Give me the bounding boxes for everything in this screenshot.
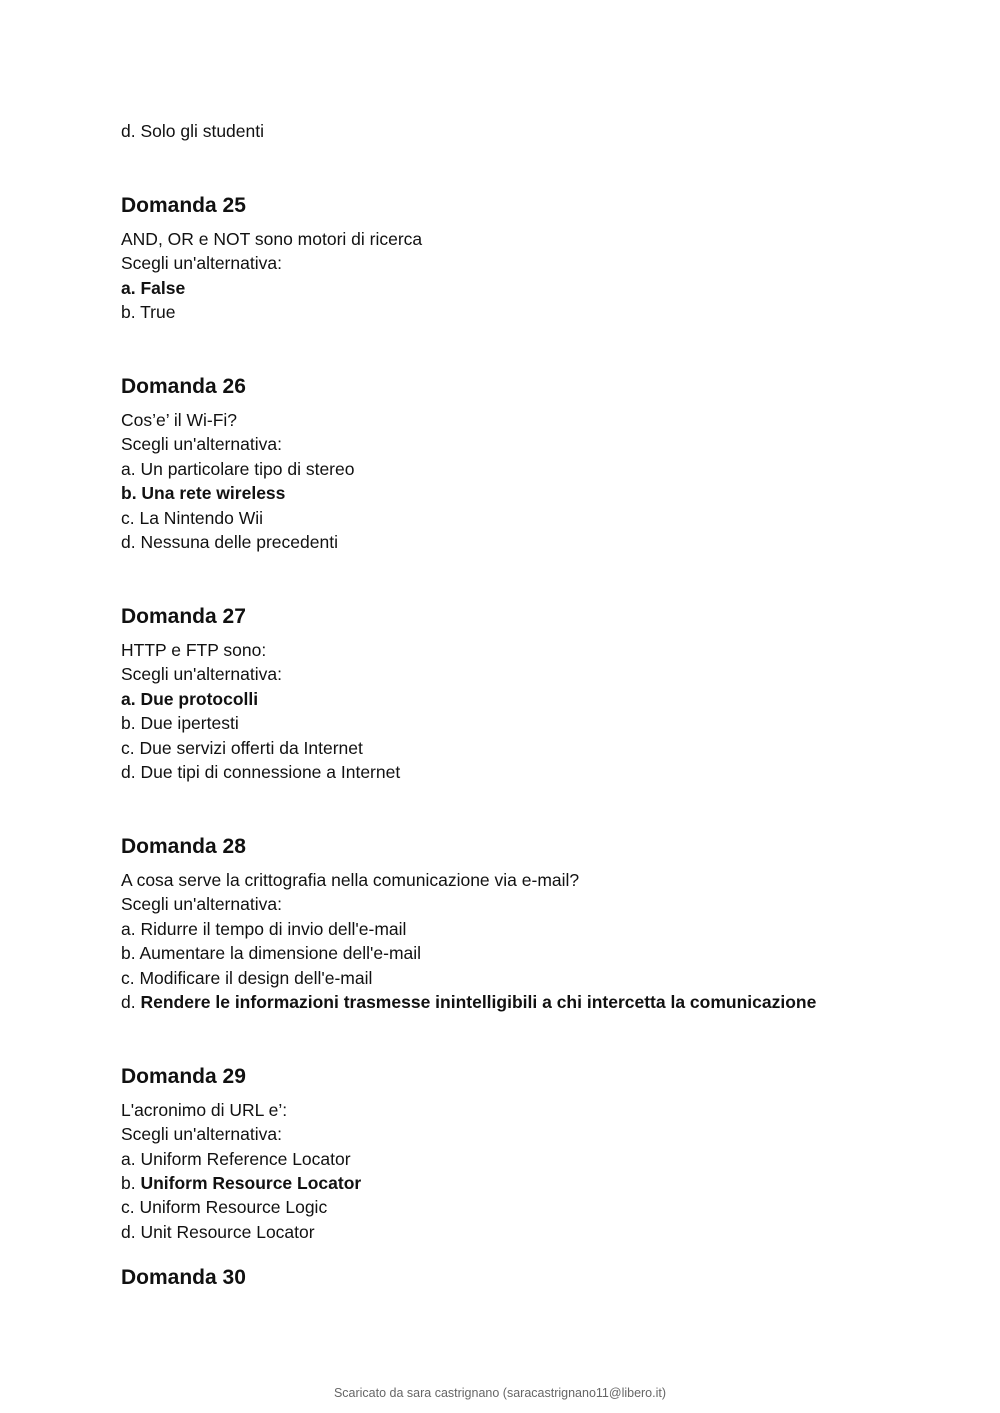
option-text: Nessuna delle precedenti [140,532,338,552]
option-text: True [140,302,176,322]
option-prefix: d. [121,1222,141,1242]
question-text: L'acronimo di URL e’: [121,1100,288,1120]
option [121,760,400,784]
option-text: Due protocolli [140,689,259,709]
option [121,966,372,990]
option-prefix: a. [121,278,141,298]
download-footer: Scaricato da sara castrignano (saracastrignano11@libero.it) [333,1386,667,1400]
question-text: A cosa serve la crittografia nella comunicazione via e-mail? [121,870,580,890]
option [121,711,239,735]
question-heading: Domanda 26 [121,375,246,398]
question-heading: Domanda 29 [121,1065,246,1088]
option-prefix: c. [121,1197,140,1217]
option-text: Unit Resource Locator [140,1222,315,1242]
option-prefix: a. [121,1149,141,1169]
option-text: Uniform Resource Locator [140,1173,362,1193]
option-prefix: b. [121,483,142,503]
option-text: Uniform Reference Locator [140,1149,351,1169]
option [121,530,338,554]
option-text: Modificare il design dell'e-mail [139,968,373,988]
option-text: La Nintendo Wii [139,508,264,528]
option [121,1147,351,1171]
option-text: Due tipi di connessione a Internet [140,762,401,782]
option-correct [121,276,185,300]
option [121,736,363,760]
option-text: Due ipertesti [140,713,239,733]
option-prefix: c. [121,508,140,528]
option [121,1220,315,1244]
option-text: Ridurre il tempo di invio dell'e-mail [140,919,407,939]
option-prefix: b. [121,302,141,322]
option [121,917,406,941]
question-heading: Domanda 30 [121,1266,246,1289]
option-text: Rendere le informazioni trasmesse inintelligibili a chi intercetta la comunicazione [140,992,817,1012]
option-prefix: d. [121,532,141,552]
option-prefix: d. [121,762,141,782]
question-prompt: Scegli un'alternativa: [121,434,282,454]
option [121,300,175,324]
option-text: Un particolare tipo di stereo [140,459,355,479]
option-prefix: d. [121,992,141,1012]
option [121,941,421,965]
option-prefix: b. [121,713,141,733]
question-prompt: Scegli un'alternativa: [121,253,282,273]
question-text: Cos’e’ il Wi-Fi? [121,410,238,430]
option [121,457,354,481]
option-prefix: a. [121,689,141,709]
option-prefix: a. [121,919,141,939]
question-prompt: Scegli un'alternativa: [121,664,282,684]
previous-question-option: d. Solo gli studenti [121,121,265,141]
option-correct [121,481,285,505]
option-text: Uniform Resource Logic [139,1197,328,1217]
option-prefix: a. [121,459,141,479]
question-prompt: Scegli un'alternativa: [121,1124,282,1144]
option-prefix: b. [121,1173,141,1193]
option-prefix: b. [121,943,140,963]
question-heading: Domanda 27 [121,605,246,628]
question-text: HTTP e FTP sono: [121,640,267,660]
option [121,1195,327,1219]
option-prefix: c. [121,968,140,988]
option-text: False [140,278,186,298]
option [121,506,263,530]
option-correct [121,687,258,711]
question-heading: Domanda 28 [121,835,246,858]
option-text: Aumentare la dimensione dell'e-mail [139,943,422,963]
question-heading: Domanda 25 [121,194,246,217]
option-correct [121,990,816,1014]
option-correct [121,1171,361,1195]
option-prefix: c. [121,738,140,758]
option-text: Una rete wireless [141,483,286,503]
option-text: Due servizi offerti da Internet [139,738,363,758]
question-text: AND, OR e NOT sono motori di ricerca [121,229,423,249]
question-prompt: Scegli un'alternativa: [121,894,282,914]
